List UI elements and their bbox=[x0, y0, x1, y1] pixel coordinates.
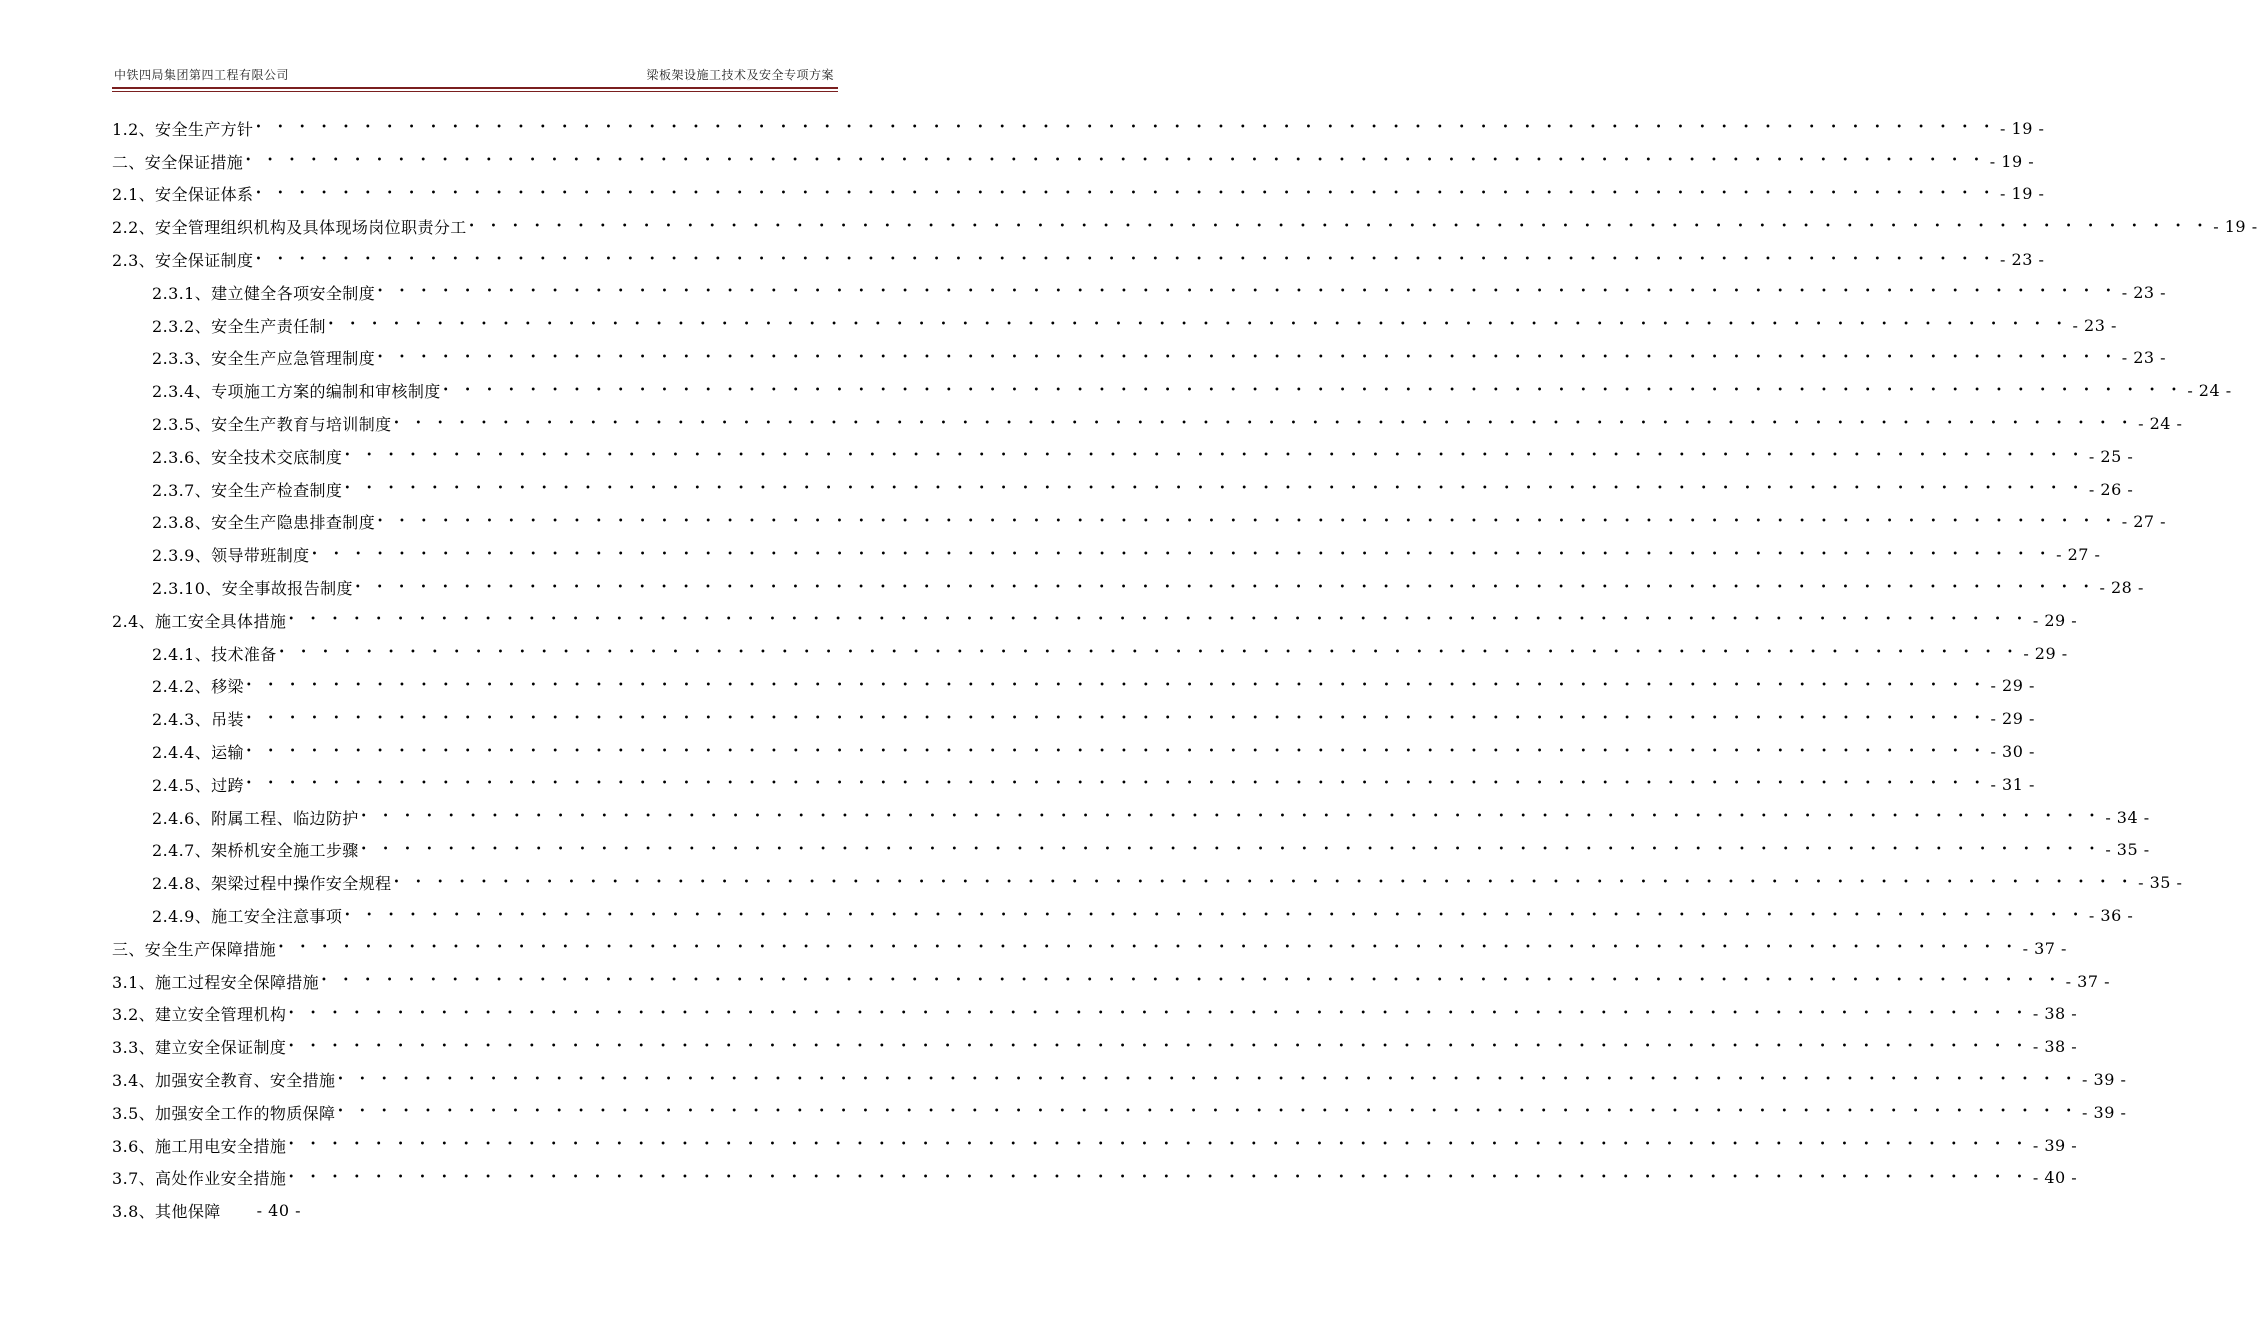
toc-entry-page: - 39 - bbox=[2082, 1102, 2127, 1122]
toc-entry-label: 2.2、安全管理组织机构及具体现场岗位职责分工 bbox=[112, 218, 467, 238]
toc-entry[interactable] bbox=[112, 998, 2078, 1031]
toc-entry[interactable] bbox=[112, 243, 2045, 276]
toc-dot-leader: • • • • • • • • • • • • • • • • • • • • • • • • • • • • • • • • • • • • • • • • • • • • • • • • • • • • • • • • • • • • • • • • • • • • • • • • • • • • • • • • bbox=[245, 155, 1986, 167]
toc-dot-leader: • • • • • • • • • • • • • • • • • • • • • • • • • • • • • • • • • • • • • • • • • • • • • • • • • • • • • • • • • • • • • • • • • • • • • • • • • • • • • • • • bbox=[377, 515, 2118, 527]
toc-entry-page: - 39 - bbox=[2032, 1135, 2078, 1155]
toc-entry-page: - 19 - bbox=[1989, 151, 2035, 171]
toc-entry-page: - 19 - bbox=[2213, 217, 2258, 237]
toc-entry-label: 2.3.6、安全技术交底制度 bbox=[152, 447, 343, 467]
toc-entry-page: - 30 - bbox=[1990, 742, 2035, 762]
toc-entry[interactable] bbox=[112, 506, 2167, 539]
toc-entry-label: 3.7、高处作业安全措施 bbox=[112, 1169, 287, 1189]
toc-entry-page: - 37 - bbox=[2065, 971, 2110, 991]
toc-dot-leader: • • • • • • • • • • • • • • • • • • • • • • • • • • • • • • • • • • • • • • • • • • • • • • • • • • • • • • • • • • • • • • • • • • • • • • • • • • • • • • • • bbox=[288, 1139, 2029, 1151]
toc-entry[interactable] bbox=[112, 1063, 2127, 1096]
toc-dot-leader: • • • • • • • • • • • • • • • • • • • • • • • • • • • • • • • • • • • • • • • • • • • • • • • • • • • • • • • • • • • • • • • • • • • • • • • • • • • • • • • • bbox=[393, 417, 2135, 429]
toc-entry-label: 2.3.3、安全生产应急管理制度 bbox=[152, 349, 376, 369]
toc-dot-leader: • • • • • • • • • • • • • • • • • • • • • • • • • • • • • • • • • • • • • • • • • • • • • • • • • • • • • • • • • • • • • • • • • • • • • • • • • • • • • • • • bbox=[337, 1073, 2079, 1085]
toc-dot-leader: • • • • • • • • • • • • • • • • • • • • • • • • • • • • • • • • • • • • • • • • • • • • • • • • • • • • • • • • • • • • • • • • • • • • • • • • • • • • • • • • bbox=[468, 220, 2210, 232]
toc-dot-leader: • • • • • • • • • • • • • • • • • • • • • • • • • • • • • • • • • • • • • • • • • • • • • • • • • • • • • • • • • • • • • • • • • • • • • • • • • • • • • • • • bbox=[255, 187, 1997, 199]
toc-entry-label: 2.3.1、建立健全各项安全制度 bbox=[152, 283, 376, 303]
toc-dot-leader: • • • • • • • • • • • • • • • • • • • • • • • • • • • • • • • • • • • • • • • • • • • • • • • • • • • • • • • • • • • • • • • • • • • • • • • • • • • • • • • • bbox=[442, 384, 2184, 396]
toc-entry-page: - 25 - bbox=[2088, 446, 2134, 466]
toc-entry-label: 3.6、施工用电安全措施 bbox=[112, 1136, 287, 1156]
toc-entry-label: 2.4.6、附属工程、临边防护 bbox=[152, 808, 359, 828]
toc-entry-label: 2.4.9、施工安全注意事项 bbox=[152, 907, 343, 927]
toc-dot-leader: • • • • • • • • • • • • • • • • • • • • • • • • • • • • • • • • • • • • • • • • • • • • • • • • • • • • • • • • • • • • • • • • • • • • • • • • • • • • • • • • bbox=[278, 647, 2020, 659]
toc-dot-leader: • • • • • • • • • • • • • • • • • • • • • • • • • • • • • • • • • • • • • • • • • • • • • • • • • • • • • • • • • • • • • • • • • • • • • • • • • • • • • • • • bbox=[288, 1040, 2029, 1052]
toc-entry-label: 3.4、加强安全教育、安全措施 bbox=[112, 1071, 336, 1090]
toc-entry-page: - 24 - bbox=[2138, 414, 2183, 434]
toc-dot-leader: • • • • • • • • • • • • • • • • • • • • • • • • • • • • • • • • • • • • • • • • • • • • • • • • • • • • • • • • • • • • • • • • • • • • • • • • • • • • • • • • bbox=[288, 1007, 2029, 1019]
toc-dot-leader: • • • • • • • • • • • • • • • • • • • • • • • • • • • • • • • • • • • • • • • • • • • • • • • • • • • • • • • • • • • • • • • • • • • • • • • • • • • • • • • • bbox=[245, 778, 1987, 790]
toc-entry[interactable] bbox=[112, 834, 2150, 867]
toc-entry[interactable] bbox=[112, 112, 2045, 145]
toc-entry[interactable] bbox=[112, 571, 2144, 604]
toc-entry-page: - 29 - bbox=[1990, 709, 2035, 729]
toc-entry-page: - 26 - bbox=[2088, 479, 2134, 499]
toc-entry[interactable] bbox=[112, 1162, 2078, 1195]
toc-entry-label: 2.3.7、安全生产检查制度 bbox=[152, 480, 343, 500]
toc-entry[interactable] bbox=[112, 735, 2035, 768]
header-rule-thick bbox=[112, 87, 838, 89]
toc-entry[interactable] bbox=[112, 1194, 838, 1227]
toc-entry-page: - 19 - bbox=[2000, 184, 2045, 204]
toc-entry-label: 2.4.8、架梁过程中操作安全规程 bbox=[152, 874, 392, 894]
toc-entry[interactable] bbox=[112, 538, 2101, 571]
toc-entry[interactable] bbox=[112, 899, 2134, 932]
toc-entry-label: 3.1、施工过程安全保障措施 bbox=[112, 972, 320, 992]
toc-entry[interactable] bbox=[112, 1129, 2078, 1162]
toc-entry-label: 三、安全生产保障措施 bbox=[112, 939, 277, 959]
toc-entry-label: 二、安全保证措施 bbox=[112, 152, 244, 172]
toc-entry-label: 3.2、建立安全管理机构 bbox=[112, 1005, 287, 1025]
toc-dot-leader: • • • • • • • • • • • • • • • • • • • • • • • • • • • • • • • • • • • • • • • • • • • • • • • • • • • • • • • • • • • • • • • • • • • • • • • • • • • • • • • • bbox=[321, 975, 2062, 987]
toc-entry-page: - 37 - bbox=[2022, 938, 2067, 958]
toc-entry-label: 3.3、建立安全保证制度 bbox=[112, 1038, 287, 1058]
toc-dot-leader: • • • • • • • • • • • • • • • • • • • • • • • • • • • • • • • • • • • • • • • • • • • • • • • • • • • • • • • • • • • • • • • • • • • • • • • • • • • • • • • • bbox=[278, 942, 2019, 954]
toc-entry-label: 2.4.1、技术准备 bbox=[152, 644, 277, 664]
toc-entry-page: - 39 - bbox=[2082, 1070, 2127, 1089]
toc-entry-page: - 23 - bbox=[2121, 348, 2167, 368]
toc-entry[interactable] bbox=[112, 178, 2045, 211]
toc-entry-page: - 29 - bbox=[2032, 610, 2078, 630]
toc-entry[interactable] bbox=[112, 276, 2167, 309]
toc-entry[interactable] bbox=[112, 637, 2068, 670]
toc-entry[interactable] bbox=[112, 145, 2035, 178]
toc-entry[interactable] bbox=[112, 965, 2110, 998]
toc-entry-page: - 35 - bbox=[2138, 873, 2183, 893]
header-company: 中铁四局集团第四工程有限公司 bbox=[114, 68, 290, 82]
header-document-title: 梁板架设施工技术及安全专项方案 bbox=[646, 68, 834, 82]
toc-entry-page: - 23 - bbox=[2000, 250, 2045, 270]
toc-entry[interactable] bbox=[112, 604, 2078, 637]
toc-entry[interactable] bbox=[112, 768, 2035, 801]
toc-entry-label: 2.4.5、过跨 bbox=[152, 775, 244, 795]
toc-entry-label: 3.5、加强安全工作的物质保障 bbox=[112, 1103, 336, 1123]
toc-dot-leader: • • • • • • • • • • • • • • • • • • • • • • • • • • • • • • • • • • • • • • • • • • • • • • • • • • • • • • • • • • • • • • • • • • • • • • • • • • • • • • • • bbox=[344, 909, 2085, 921]
toc-entry-page: - 24 - bbox=[2187, 381, 2232, 401]
toc-dot-leader: • • • • • • • • • • • • • • • • • • • • • • • • • • • • • • • • • • • • • • • • • • • • • • • • • • • • • • • • • • • • • • • • • • • • • • • • • • • • • • • • bbox=[360, 811, 2102, 823]
toc-entry-label: 2.3.8、安全生产隐患排查制度 bbox=[152, 513, 376, 533]
toc-entry-page: - 23 - bbox=[2072, 315, 2117, 335]
toc-entry-label: 2.4.2、移梁 bbox=[152, 677, 244, 697]
toc-entry[interactable] bbox=[112, 670, 2035, 703]
toc-dot-leader: • • • • • • • • • • • • • • • • • • • • • • • • • • • • • • • • • • • • • • • • • • • • • • • • • • • • • • • • • • • • • • • • • • • • • • • • • • • • • • • • bbox=[344, 450, 2085, 462]
toc-entry-page: - 40 - bbox=[256, 1201, 301, 1221]
toc-entry[interactable] bbox=[112, 374, 2232, 407]
toc-entry-page: - 23 - bbox=[2121, 282, 2167, 302]
toc-entry[interactable] bbox=[112, 1030, 2078, 1063]
toc-entry-page: - 29 - bbox=[2023, 643, 2068, 663]
header-rule-thin bbox=[112, 91, 838, 92]
toc-entry-label: 2.3、安全保证制度 bbox=[112, 251, 254, 271]
toc-entry-label: 3.8、其他保障 bbox=[112, 1202, 221, 1222]
toc-entry-label: 2.4.3、吊装 bbox=[152, 710, 244, 730]
toc-entry-page: - 19 - bbox=[2000, 118, 2045, 138]
toc-entry[interactable] bbox=[112, 440, 2134, 473]
toc-entry-page: - 29 - bbox=[1990, 676, 2035, 696]
toc-entry-label: 2.3.5、安全生产教育与培训制度 bbox=[152, 415, 392, 435]
toc-dot-leader: • • • • • • • • • • • • • • • • • • • • • • • • • • • • • • • • • • • • • • • • • • • • • • • • • • • • • • • • • • • • • • • • • • • • • • • • • • • • • • • • bbox=[245, 712, 1987, 724]
toc-entry[interactable] bbox=[112, 866, 2183, 899]
toc-entry-page: - 36 - bbox=[2088, 906, 2134, 926]
toc-entry-label: 2.3.10、安全事故报告制度 bbox=[152, 579, 353, 599]
toc-dot-leader: • • • • • • • • • • • • • • • • • • • • • • • • • • • • • • • • • • • • • • • • • • • • • • • • • • • • • • • • • • • • • • • • • • • • • • • • • • • • • • • • bbox=[311, 548, 2053, 560]
page-header bbox=[112, 66, 838, 86]
toc-entry[interactable] bbox=[112, 801, 2150, 834]
toc-entry-page: - 34 - bbox=[2105, 807, 2150, 827]
toc-entry-label: 1.2、安全生产方针 bbox=[112, 119, 254, 139]
toc-dot-leader: • • • • • • • • • • • • • • • • • • • • • • • • • • • • • • • • • • • • • • • • • • • • • • • • • • • • • • • • • • • • • • • • • • • • • • • • • • • • • • • • bbox=[245, 679, 1987, 691]
toc-entry-label: 2.3.4、专项施工方案的编制和审核制度 bbox=[152, 382, 441, 402]
toc-entry-page: - 28 - bbox=[2099, 578, 2144, 598]
toc-dot-leader: • • • • • • • • • • • • • • • • • • • • • • • • • • • • • • • • • • • • • • • • • • • • • • • • • • • • • • • • • • • • • • • • • • • • • • • • • • • • • • • • bbox=[337, 1106, 2079, 1118]
toc-entry[interactable] bbox=[112, 1096, 2127, 1129]
toc-dot-leader: • • • • • • • • • • • • • • • • • • • • • • • • • • • • • • • • • • • • • • • • • • • • • • • • • • • • • • • • • • • • • • • • • • • • • • • • • • • • • • • • bbox=[288, 1171, 2029, 1183]
toc-entry[interactable] bbox=[112, 407, 2183, 440]
toc-entry[interactable] bbox=[112, 210, 2258, 243]
toc-dot-leader: • • • • • • • • • • • • • • • • • • • • • • • • • • • • • • • • • • • • • • • • • • • • • • • • • • • • • • • • • • • • • • • • • • • • • • • • • • • • • • • • bbox=[377, 286, 2118, 298]
table-of-contents bbox=[112, 112, 2258, 1227]
toc-dot-leader: • • • • • • • • • • • • • • • • • • • • • • • • • • • • • • • • • • • • • • • • • • • • • • • • • • • • • • • • • • • • • • • • • • • • • • • • • • • • • • • • bbox=[377, 351, 2118, 363]
toc-entry-label: 2.3.9、领导带班制度 bbox=[152, 546, 310, 566]
toc-entry-page: - 31 - bbox=[1990, 774, 2035, 794]
toc-dot-leader: • • • • • • • • • • • • • • • • • • • • • • • • • • • • • • • • • • • • • • • • • • • • • • • • • • • • • • • • • • • • • • • • • • • • • • • • • • • • • • • • bbox=[245, 745, 1987, 757]
toc-entry[interactable] bbox=[112, 702, 2035, 735]
toc-entry[interactable] bbox=[112, 309, 2117, 342]
toc-entry-label: 2.4.4、运输 bbox=[152, 743, 244, 763]
toc-entry-page: - 35 - bbox=[2105, 840, 2150, 860]
toc-entry[interactable] bbox=[112, 342, 2167, 375]
toc-entry-label: 2.4、施工安全具体措施 bbox=[112, 611, 287, 631]
toc-entry-page: - 27 - bbox=[2121, 512, 2167, 532]
toc-entry[interactable] bbox=[112, 932, 2067, 965]
toc-dot-leader: • • • • • • • • • • • • • • • • • • • • • • • • • • • • • • • • • • • • • • • • • • • • • • • • • • • • • • • • • • • • • • • • • • • • • • • • • • • • • • • • bbox=[344, 483, 2085, 495]
toc-entry-label: 2.4.7、架桥机安全施工步骤 bbox=[152, 841, 359, 861]
toc-entry-page: - 38 - bbox=[2032, 1004, 2078, 1024]
toc-dot-leader: • • • • • • • • • • • • • • • • • • • • • • • • • • • • • • • • • • • • • • • • • • • • • • • • • • • • • • • • • • • • • • • • • • • • • • • • • • • • • • • • bbox=[327, 319, 2069, 331]
toc-entry-label: 2.3.2、安全生产责任制 bbox=[152, 316, 326, 336]
toc-dot-leader: • • • • • • • • • • • • • • • • • • • • • • • • • • • • • • • • • • • • • • • • • • • • • • • • • • • • • • • • • • • • • • • • • • • • • • • • • • • • • • • • bbox=[255, 122, 1997, 134]
toc-entry-page: - 40 - bbox=[2032, 1168, 2078, 1188]
toc-entry-label: 2.1、安全保证体系 bbox=[112, 185, 254, 205]
toc-dot-leader: • • • • • • • • • • • • • • • • • • • • • • • • • • • • • • • • • • • • • • • • • • • • • • • • • • • • • • • • • • • • • • • • • • • • • • • • • • • • • • • • bbox=[360, 843, 2102, 855]
toc-dot-leader: • • • • • • • • • • • • • • • • • • • • • • • • • • • • • • • • • • • • • • • • • • • • • • • • • • • • • • • • • • • • • • • • • • • • • • • • • • • • • • • • bbox=[393, 876, 2135, 888]
toc-entry[interactable] bbox=[112, 473, 2134, 506]
toc-dot-leader: • • • • • • • • • • • • • • • • • • • • • • • • • • • • • • • • • • • • • • • • • • • • • • • • • • • • • • • • • • • • • • • • • • • • • • • • • • • • • • • • bbox=[255, 253, 1997, 265]
toc-entry-page: - 27 - bbox=[2056, 545, 2101, 565]
toc-dot-leader: • • • • • • • • • • • • • • • • • • • • • • • • • • • • • • • • • • • • • • • • • • • • • • • • • • • • • • • • • • • • • • • • • • • • • • • • • • • • • • • • bbox=[288, 614, 2029, 626]
toc-entry-page: - 38 - bbox=[2032, 1037, 2078, 1057]
toc-dot-leader: • • • • • • • • • • • • • • • • • • • • • • • • • • • • • • • • • • • • • • • • • • • • • • • • • • • • • • • • • • • • • • • • • • • • • • • • • • • • • • • • bbox=[354, 581, 2096, 593]
